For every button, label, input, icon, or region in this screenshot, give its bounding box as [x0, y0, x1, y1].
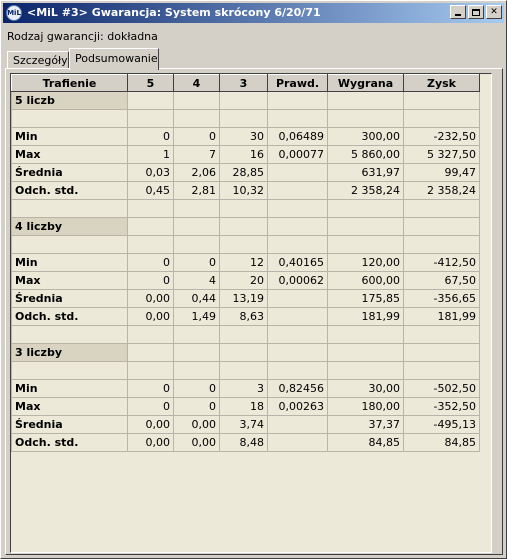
- empty-cell: [128, 200, 174, 218]
- table-cell: 37,37: [328, 416, 404, 434]
- maximize-button[interactable]: [468, 5, 484, 19]
- col-header-hit[interactable]: Trafienie: [12, 75, 128, 92]
- table-cell: 2,81: [174, 182, 220, 200]
- table-row[interactable]: [12, 182, 480, 200]
- table-cell: 99,47: [404, 164, 480, 182]
- spacer-row: [12, 326, 480, 344]
- empty-cell: [12, 110, 128, 128]
- col-header-5[interactable]: 5: [128, 75, 174, 92]
- table-row[interactable]: [12, 254, 480, 272]
- row-label: Odch. std.: [12, 308, 128, 326]
- empty-cell: [174, 218, 220, 236]
- empty-cell: [328, 236, 404, 254]
- row-label: Min: [12, 128, 128, 146]
- close-button[interactable]: [486, 5, 502, 19]
- table-cell: 181,99: [328, 308, 404, 326]
- empty-cell: [268, 92, 328, 110]
- table-cell: 0,00: [174, 434, 220, 452]
- table-cell: 0,45: [128, 182, 174, 200]
- col-header-4[interactable]: 4: [174, 75, 220, 92]
- spacer-row: [12, 110, 480, 128]
- table-cell: 30: [220, 128, 268, 146]
- table-cell: 0,00062: [268, 272, 328, 290]
- table-cell: 20: [220, 272, 268, 290]
- table-cell: -356,65: [404, 290, 480, 308]
- table-cell: 8,63: [220, 308, 268, 326]
- empty-cell: [328, 218, 404, 236]
- empty-cell: [268, 326, 328, 344]
- row-label: Min: [12, 254, 128, 272]
- empty-cell: [220, 218, 268, 236]
- table-cell: 84,85: [328, 434, 404, 452]
- empty-cell: [328, 110, 404, 128]
- spacer-row: [12, 200, 480, 218]
- table-cell: 13,19: [220, 290, 268, 308]
- title-bar[interactable]: [3, 3, 504, 23]
- table-cell: 16: [220, 146, 268, 164]
- empty-cell: [128, 236, 174, 254]
- empty-cell: [174, 344, 220, 362]
- table-cell: 28,85: [220, 164, 268, 182]
- empty-cell: [220, 344, 268, 362]
- row-label: Średnia: [12, 416, 128, 434]
- table-cell: 0,00: [174, 416, 220, 434]
- empty-cell: [328, 344, 404, 362]
- col-header-probability[interactable]: Prawd.: [268, 75, 328, 92]
- window-title: <MiL #3> Gwarancja: System skrócony 6/20/71: [27, 6, 321, 19]
- table-cell: [268, 416, 328, 434]
- row-label: Max: [12, 272, 128, 290]
- table-cell: 0: [128, 398, 174, 416]
- row-label: Odch. std.: [12, 434, 128, 452]
- table-cell: 631,97: [328, 164, 404, 182]
- table-row[interactable]: [12, 128, 480, 146]
- table-cell: 120,00: [328, 254, 404, 272]
- table-cell: 0,00077: [268, 146, 328, 164]
- table-cell: 12: [220, 254, 268, 272]
- table-cell: -412,50: [404, 254, 480, 272]
- empty-cell: [404, 218, 480, 236]
- table-cell: 600,00: [328, 272, 404, 290]
- empty-cell: [12, 236, 128, 254]
- table-row[interactable]: [12, 416, 480, 434]
- table-row[interactable]: [12, 398, 480, 416]
- table-cell: -495,13: [404, 416, 480, 434]
- table-cell: 0: [174, 254, 220, 272]
- table-cell: 5 327,50: [404, 146, 480, 164]
- empty-cell: [268, 362, 328, 380]
- table-cell: 5 860,00: [328, 146, 404, 164]
- empty-cell: [328, 200, 404, 218]
- table-row[interactable]: [12, 434, 480, 452]
- table-cell: 3,74: [220, 416, 268, 434]
- table-cell: 2 358,24: [404, 182, 480, 200]
- table-cell: [268, 290, 328, 308]
- empty-cell: [220, 362, 268, 380]
- row-label: Średnia: [12, 290, 128, 308]
- empty-cell: [128, 344, 174, 362]
- table-cell: 181,99: [404, 308, 480, 326]
- empty-cell: [268, 218, 328, 236]
- table-row[interactable]: [12, 308, 480, 326]
- table-cell: [268, 308, 328, 326]
- table-cell: 0: [128, 128, 174, 146]
- table-cell: 0,00: [128, 434, 174, 452]
- table-cell: [268, 182, 328, 200]
- table-cell: 180,00: [328, 398, 404, 416]
- table-cell: 1,49: [174, 308, 220, 326]
- table-cell: 10,32: [220, 182, 268, 200]
- empty-cell: [174, 110, 220, 128]
- empty-cell: [404, 344, 480, 362]
- table-cell: 30,00: [328, 380, 404, 398]
- empty-cell: [12, 362, 128, 380]
- empty-cell: [128, 110, 174, 128]
- table-cell: 0,00: [128, 290, 174, 308]
- empty-cell: [174, 92, 220, 110]
- table-cell: 0: [174, 398, 220, 416]
- section-row: [12, 218, 480, 236]
- empty-cell: [328, 362, 404, 380]
- section-title: 3 liczby: [12, 344, 128, 362]
- table-cell: 0: [128, 254, 174, 272]
- warranty-type-label: Rodzaj gwarancji: dokładna: [7, 30, 158, 43]
- minimize-icon: [455, 14, 461, 16]
- empty-cell: [12, 200, 128, 218]
- empty-cell: [174, 236, 220, 254]
- table-cell: 67,50: [404, 272, 480, 290]
- summary-table: [11, 74, 480, 452]
- table-cell: 2,06: [174, 164, 220, 182]
- empty-cell: [174, 326, 220, 344]
- col-header-3[interactable]: 3: [220, 75, 268, 92]
- minimize-button[interactable]: [450, 5, 466, 19]
- table-cell: 0,00: [128, 416, 174, 434]
- table-cell: 84,85: [404, 434, 480, 452]
- tab-summary[interactable]: Podsumowanie: [69, 48, 159, 70]
- app-icon[interactable]: MiL: [6, 5, 22, 21]
- maximize-icon: [472, 9, 480, 16]
- empty-cell: [128, 92, 174, 110]
- empty-cell: [268, 344, 328, 362]
- table-cell: 0,44: [174, 290, 220, 308]
- table-cell: 0: [128, 380, 174, 398]
- empty-cell: [404, 200, 480, 218]
- row-label: Min: [12, 380, 128, 398]
- table-cell: 0,06489: [268, 128, 328, 146]
- table-row[interactable]: [12, 272, 480, 290]
- table-cell: 0,00: [128, 308, 174, 326]
- empty-cell: [404, 326, 480, 344]
- table-cell: -232,50: [404, 128, 480, 146]
- table-cell: 3: [220, 380, 268, 398]
- empty-cell: [404, 110, 480, 128]
- table-cell: 18: [220, 398, 268, 416]
- header-row: [12, 75, 480, 92]
- empty-cell: [174, 362, 220, 380]
- table-row[interactable]: [12, 146, 480, 164]
- table-cell: 2 358,24: [328, 182, 404, 200]
- row-label: Max: [12, 146, 128, 164]
- table-cell: [268, 164, 328, 182]
- summary-grid[interactable]: [10, 73, 492, 553]
- empty-cell: [404, 362, 480, 380]
- empty-cell: [268, 236, 328, 254]
- table-cell: 7: [174, 146, 220, 164]
- row-label: Odch. std.: [12, 182, 128, 200]
- col-header-winnings[interactable]: Wygrana: [328, 75, 404, 92]
- row-label: Średnia: [12, 164, 128, 182]
- table-cell: 0: [128, 272, 174, 290]
- table-row[interactable]: [12, 164, 480, 182]
- table-cell: 300,00: [328, 128, 404, 146]
- table-cell: 0,82456: [268, 380, 328, 398]
- section-title: 4 liczby: [12, 218, 128, 236]
- empty-cell: [128, 218, 174, 236]
- empty-cell: [220, 236, 268, 254]
- table-cell: 0,03: [128, 164, 174, 182]
- empty-cell: [328, 326, 404, 344]
- empty-cell: [128, 326, 174, 344]
- table-row[interactable]: [12, 290, 480, 308]
- table-cell: 175,85: [328, 290, 404, 308]
- table-cell: [268, 434, 328, 452]
- empty-cell: [328, 92, 404, 110]
- empty-cell: [404, 236, 480, 254]
- section-row: [12, 344, 480, 362]
- empty-cell: [220, 92, 268, 110]
- close-icon: ✕: [490, 7, 498, 17]
- empty-cell: [128, 362, 174, 380]
- table-cell: 1: [128, 146, 174, 164]
- table-cell: 0: [174, 380, 220, 398]
- section-row: [12, 92, 480, 110]
- table-cell: 0: [174, 128, 220, 146]
- table-row[interactable]: [12, 380, 480, 398]
- empty-cell: [268, 110, 328, 128]
- spacer-row: [12, 362, 480, 380]
- table-cell: 8,48: [220, 434, 268, 452]
- empty-cell: [220, 326, 268, 344]
- empty-cell: [12, 326, 128, 344]
- empty-cell: [404, 92, 480, 110]
- window-controls: [448, 5, 502, 19]
- empty-cell: [220, 200, 268, 218]
- table-cell: 4: [174, 272, 220, 290]
- row-label: Max: [12, 398, 128, 416]
- empty-cell: [174, 200, 220, 218]
- table-cell: -352,50: [404, 398, 480, 416]
- empty-cell: [220, 110, 268, 128]
- table-cell: 0,40165: [268, 254, 328, 272]
- section-title: 5 liczb: [12, 92, 128, 110]
- empty-cell: [268, 200, 328, 218]
- tab-details[interactable]: Szczegóły: [7, 51, 69, 68]
- col-header-profit[interactable]: Zysk: [404, 75, 480, 92]
- table-cell: -502,50: [404, 380, 480, 398]
- spacer-row: [12, 236, 480, 254]
- table-cell: 0,00263: [268, 398, 328, 416]
